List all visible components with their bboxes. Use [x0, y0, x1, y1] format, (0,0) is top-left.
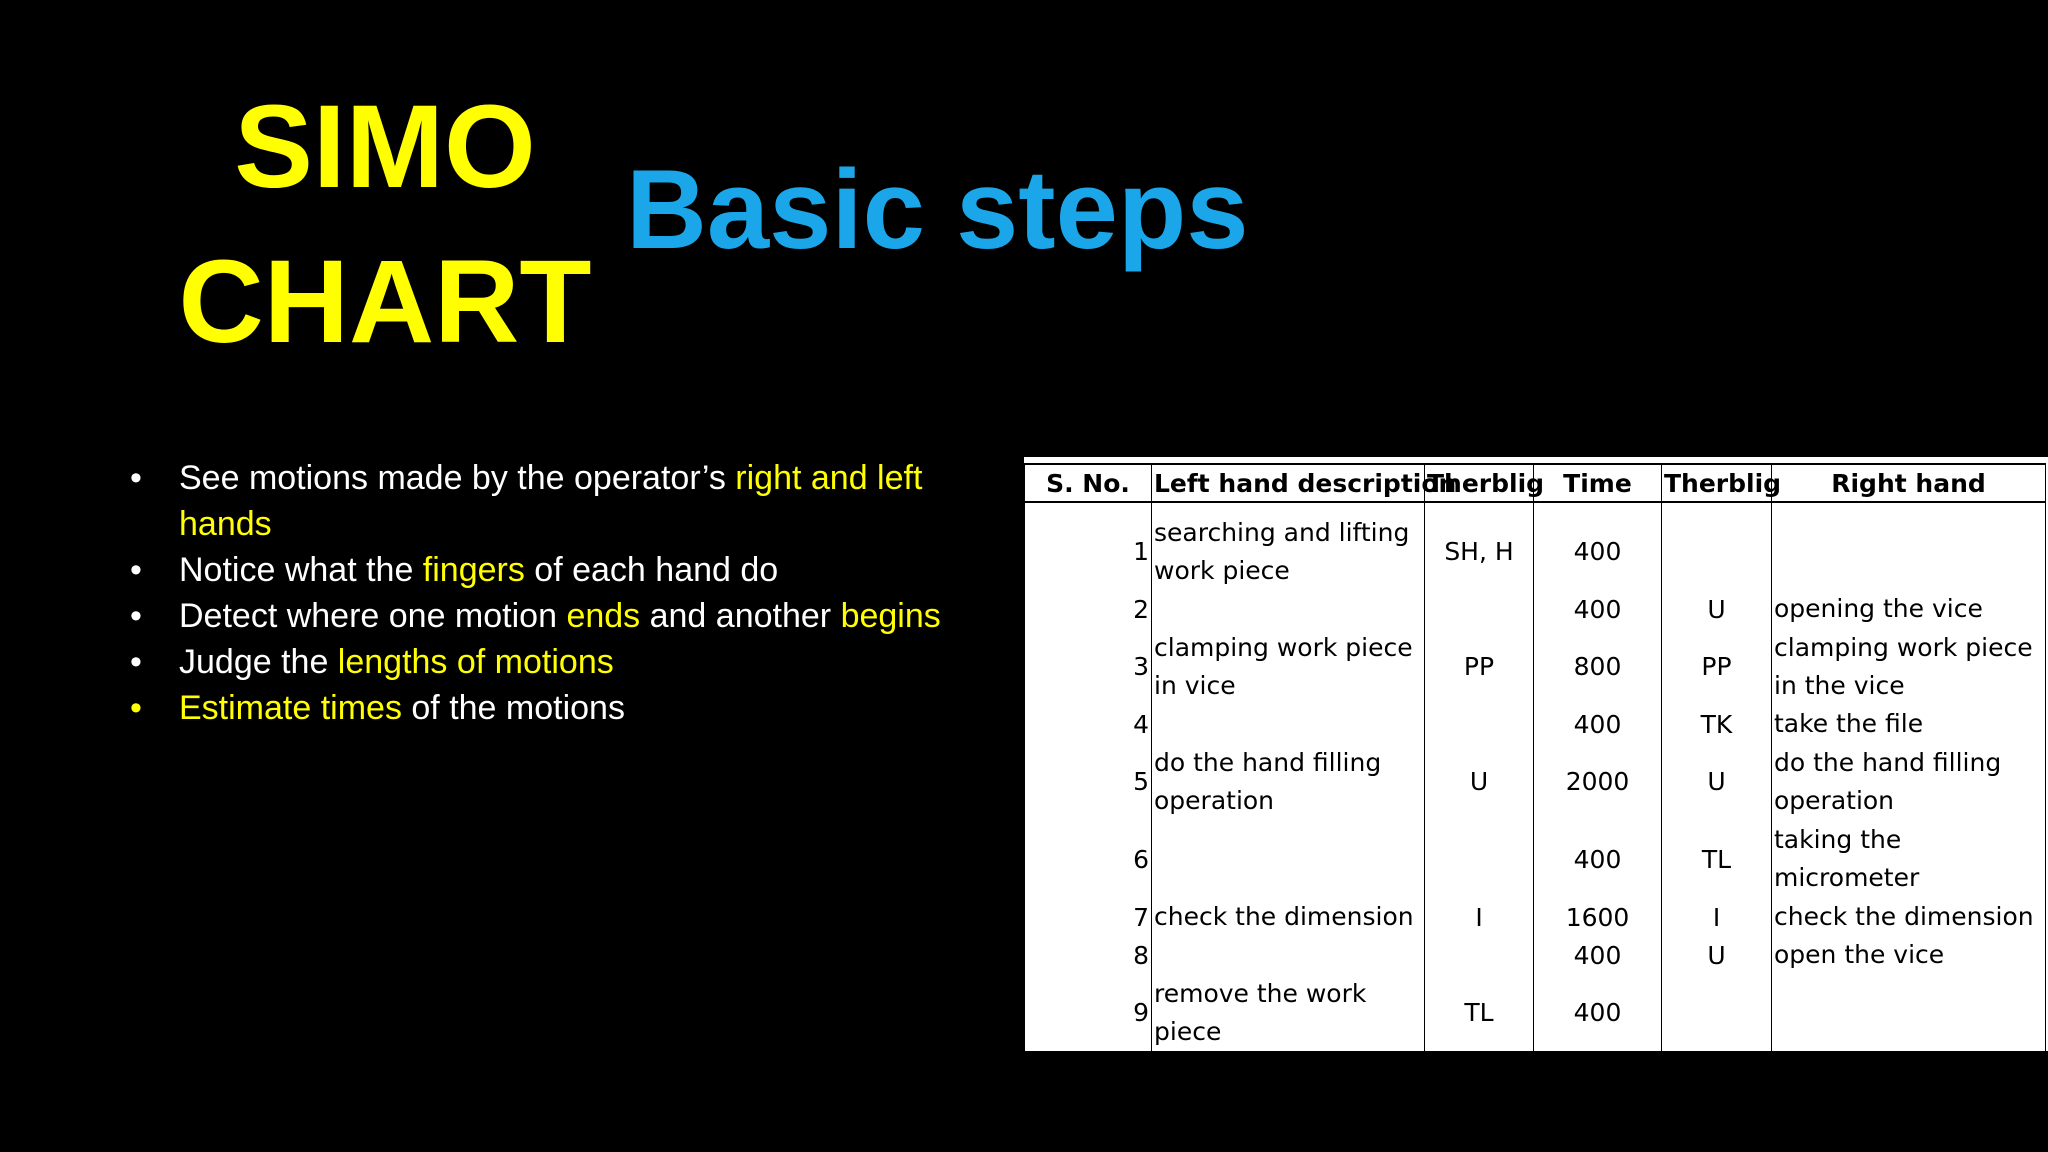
table-spacer-cell	[1425, 502, 1534, 513]
cell-time: 400	[1534, 590, 1662, 628]
bullet-highlight-text: Estimate times	[179, 689, 402, 727]
cell-right-hand	[1772, 974, 2046, 1051]
table-row	[1025, 743, 2046, 820]
bullet-list	[130, 455, 990, 731]
cell-sno: 8	[1025, 936, 1152, 974]
table-row	[1025, 974, 2046, 1051]
table-row	[1025, 628, 2046, 705]
header-time: Time	[1534, 464, 1662, 502]
bullet-text: and another	[640, 597, 841, 635]
table-spacer-cell	[1772, 502, 2046, 513]
cell-right-hand: open the vice	[1772, 936, 2046, 974]
bullet-highlight-text: right and left hands	[179, 459, 923, 543]
cell-right-hand	[1772, 513, 2046, 590]
cell-sno: 4	[1025, 705, 1152, 743]
cell-time: 400	[1534, 820, 1662, 898]
cell-left-therblig	[1425, 936, 1534, 974]
cell-left-hand-description: check the dimension	[1152, 898, 1425, 936]
table-row	[1025, 820, 2046, 898]
bullet-text: Judge the	[179, 643, 338, 681]
bullet-highlight-text: fingers	[422, 551, 525, 589]
header-left-therblig: Therblig	[1425, 464, 1534, 502]
cell-time: 400	[1534, 705, 1662, 743]
title-line-2: CHART	[178, 236, 592, 368]
cell-left-therblig	[1425, 590, 1534, 628]
table-row	[1025, 590, 2046, 628]
bullet-text: See motions made by the operator’s	[179, 459, 736, 497]
cell-time: 2000	[1534, 743, 1662, 820]
cell-left-hand-description: remove the work piece	[1152, 974, 1425, 1051]
cell-left-therblig	[1425, 820, 1534, 898]
cell-left-therblig: SH, H	[1425, 513, 1534, 590]
cell-sno: 6	[1025, 820, 1152, 898]
table-row	[1025, 898, 2046, 936]
title-line-1: SIMO	[234, 81, 536, 213]
cell-time: 400	[1534, 513, 1662, 590]
cell-sno: 1	[1025, 513, 1152, 590]
cell-left-hand-description: searching and lifting work piece	[1152, 513, 1425, 590]
table-spacer-cell	[1662, 502, 1772, 513]
cell-right-therblig	[1662, 974, 1772, 1051]
cell-left-hand-description: do the hand filling operation	[1152, 743, 1425, 820]
cell-left-hand-description	[1152, 936, 1425, 974]
header-sno: S. No.	[1025, 464, 1152, 502]
cell-right-therblig: TK	[1662, 705, 1772, 743]
header-left-hand-description: Left hand description	[1152, 464, 1425, 502]
bullet-item	[130, 455, 990, 547]
cell-right-therblig: I	[1662, 898, 1772, 936]
bullet-highlight-text: lengths of motions	[337, 643, 614, 681]
bullet-highlight-text: ends	[566, 597, 641, 635]
cell-left-therblig: TL	[1425, 974, 1534, 1051]
table-header-row	[1025, 464, 2046, 502]
bullet-item	[130, 639, 990, 685]
cell-left-therblig: I	[1425, 898, 1534, 936]
cell-left-hand-description	[1152, 590, 1425, 628]
cell-right-therblig: U	[1662, 743, 1772, 820]
header-right-hand: Right hand	[1772, 464, 2046, 502]
cell-sno: 3	[1025, 628, 1152, 705]
cell-right-therblig: U	[1662, 590, 1772, 628]
cell-right-hand: check the dimension	[1772, 898, 2046, 936]
simo-table-panel	[1024, 457, 2048, 1051]
bullet-item	[130, 547, 990, 593]
cell-right-hand: clamping work piece in the vice	[1772, 628, 2046, 705]
slide-subtitle: Basic steps	[626, 147, 1249, 272]
cell-right-hand: take the file	[1772, 705, 2046, 743]
cell-sno: 9	[1025, 974, 1152, 1051]
cell-right-hand: do the hand filling operation	[1772, 743, 2046, 820]
cell-left-therblig: PP	[1425, 628, 1534, 705]
cell-right-hand: opening the vice	[1772, 590, 2046, 628]
cell-time: 400	[1534, 936, 1662, 974]
bullet-text: of the motions	[401, 689, 625, 727]
cell-right-therblig: PP	[1662, 628, 1772, 705]
cell-right-therblig: TL	[1662, 820, 1772, 898]
cell-left-hand-description	[1152, 705, 1425, 743]
cell-left-therblig	[1425, 705, 1534, 743]
cell-left-therblig: U	[1425, 743, 1534, 820]
simo-table	[1024, 463, 2046, 1051]
table-row	[1025, 936, 2046, 974]
table-spacer-cell	[1025, 502, 1152, 513]
cell-right-therblig: U	[1662, 936, 1772, 974]
cell-left-hand-description	[1152, 820, 1425, 898]
cell-time: 800	[1534, 628, 1662, 705]
table-spacer-row	[1025, 502, 2046, 513]
table-body	[1025, 502, 2046, 1051]
cell-time: 400	[1534, 974, 1662, 1051]
header-right-therblig: Therblig	[1662, 464, 1772, 502]
cell-time: 1600	[1534, 898, 1662, 936]
bullet-highlight-text: begins	[840, 597, 941, 635]
cell-right-hand: taking the micrometer	[1772, 820, 2046, 898]
bullet-text: Detect where one motion	[179, 597, 567, 635]
table-spacer-cell	[1534, 502, 1662, 513]
bullet-text: Notice what the	[179, 551, 423, 589]
cell-left-hand-description: clamping work piece in vice	[1152, 628, 1425, 705]
cell-sno: 5	[1025, 743, 1152, 820]
bullet-item	[130, 685, 990, 731]
table-spacer-cell	[1152, 502, 1425, 513]
table-row	[1025, 513, 2046, 590]
table-row	[1025, 705, 2046, 743]
cell-sno: 7	[1025, 898, 1152, 936]
slide-title	[150, 70, 620, 380]
cell-sno: 2	[1025, 590, 1152, 628]
cell-right-therblig	[1662, 513, 1772, 590]
bullet-item	[130, 593, 990, 639]
bullet-text: of each hand do	[524, 551, 779, 589]
